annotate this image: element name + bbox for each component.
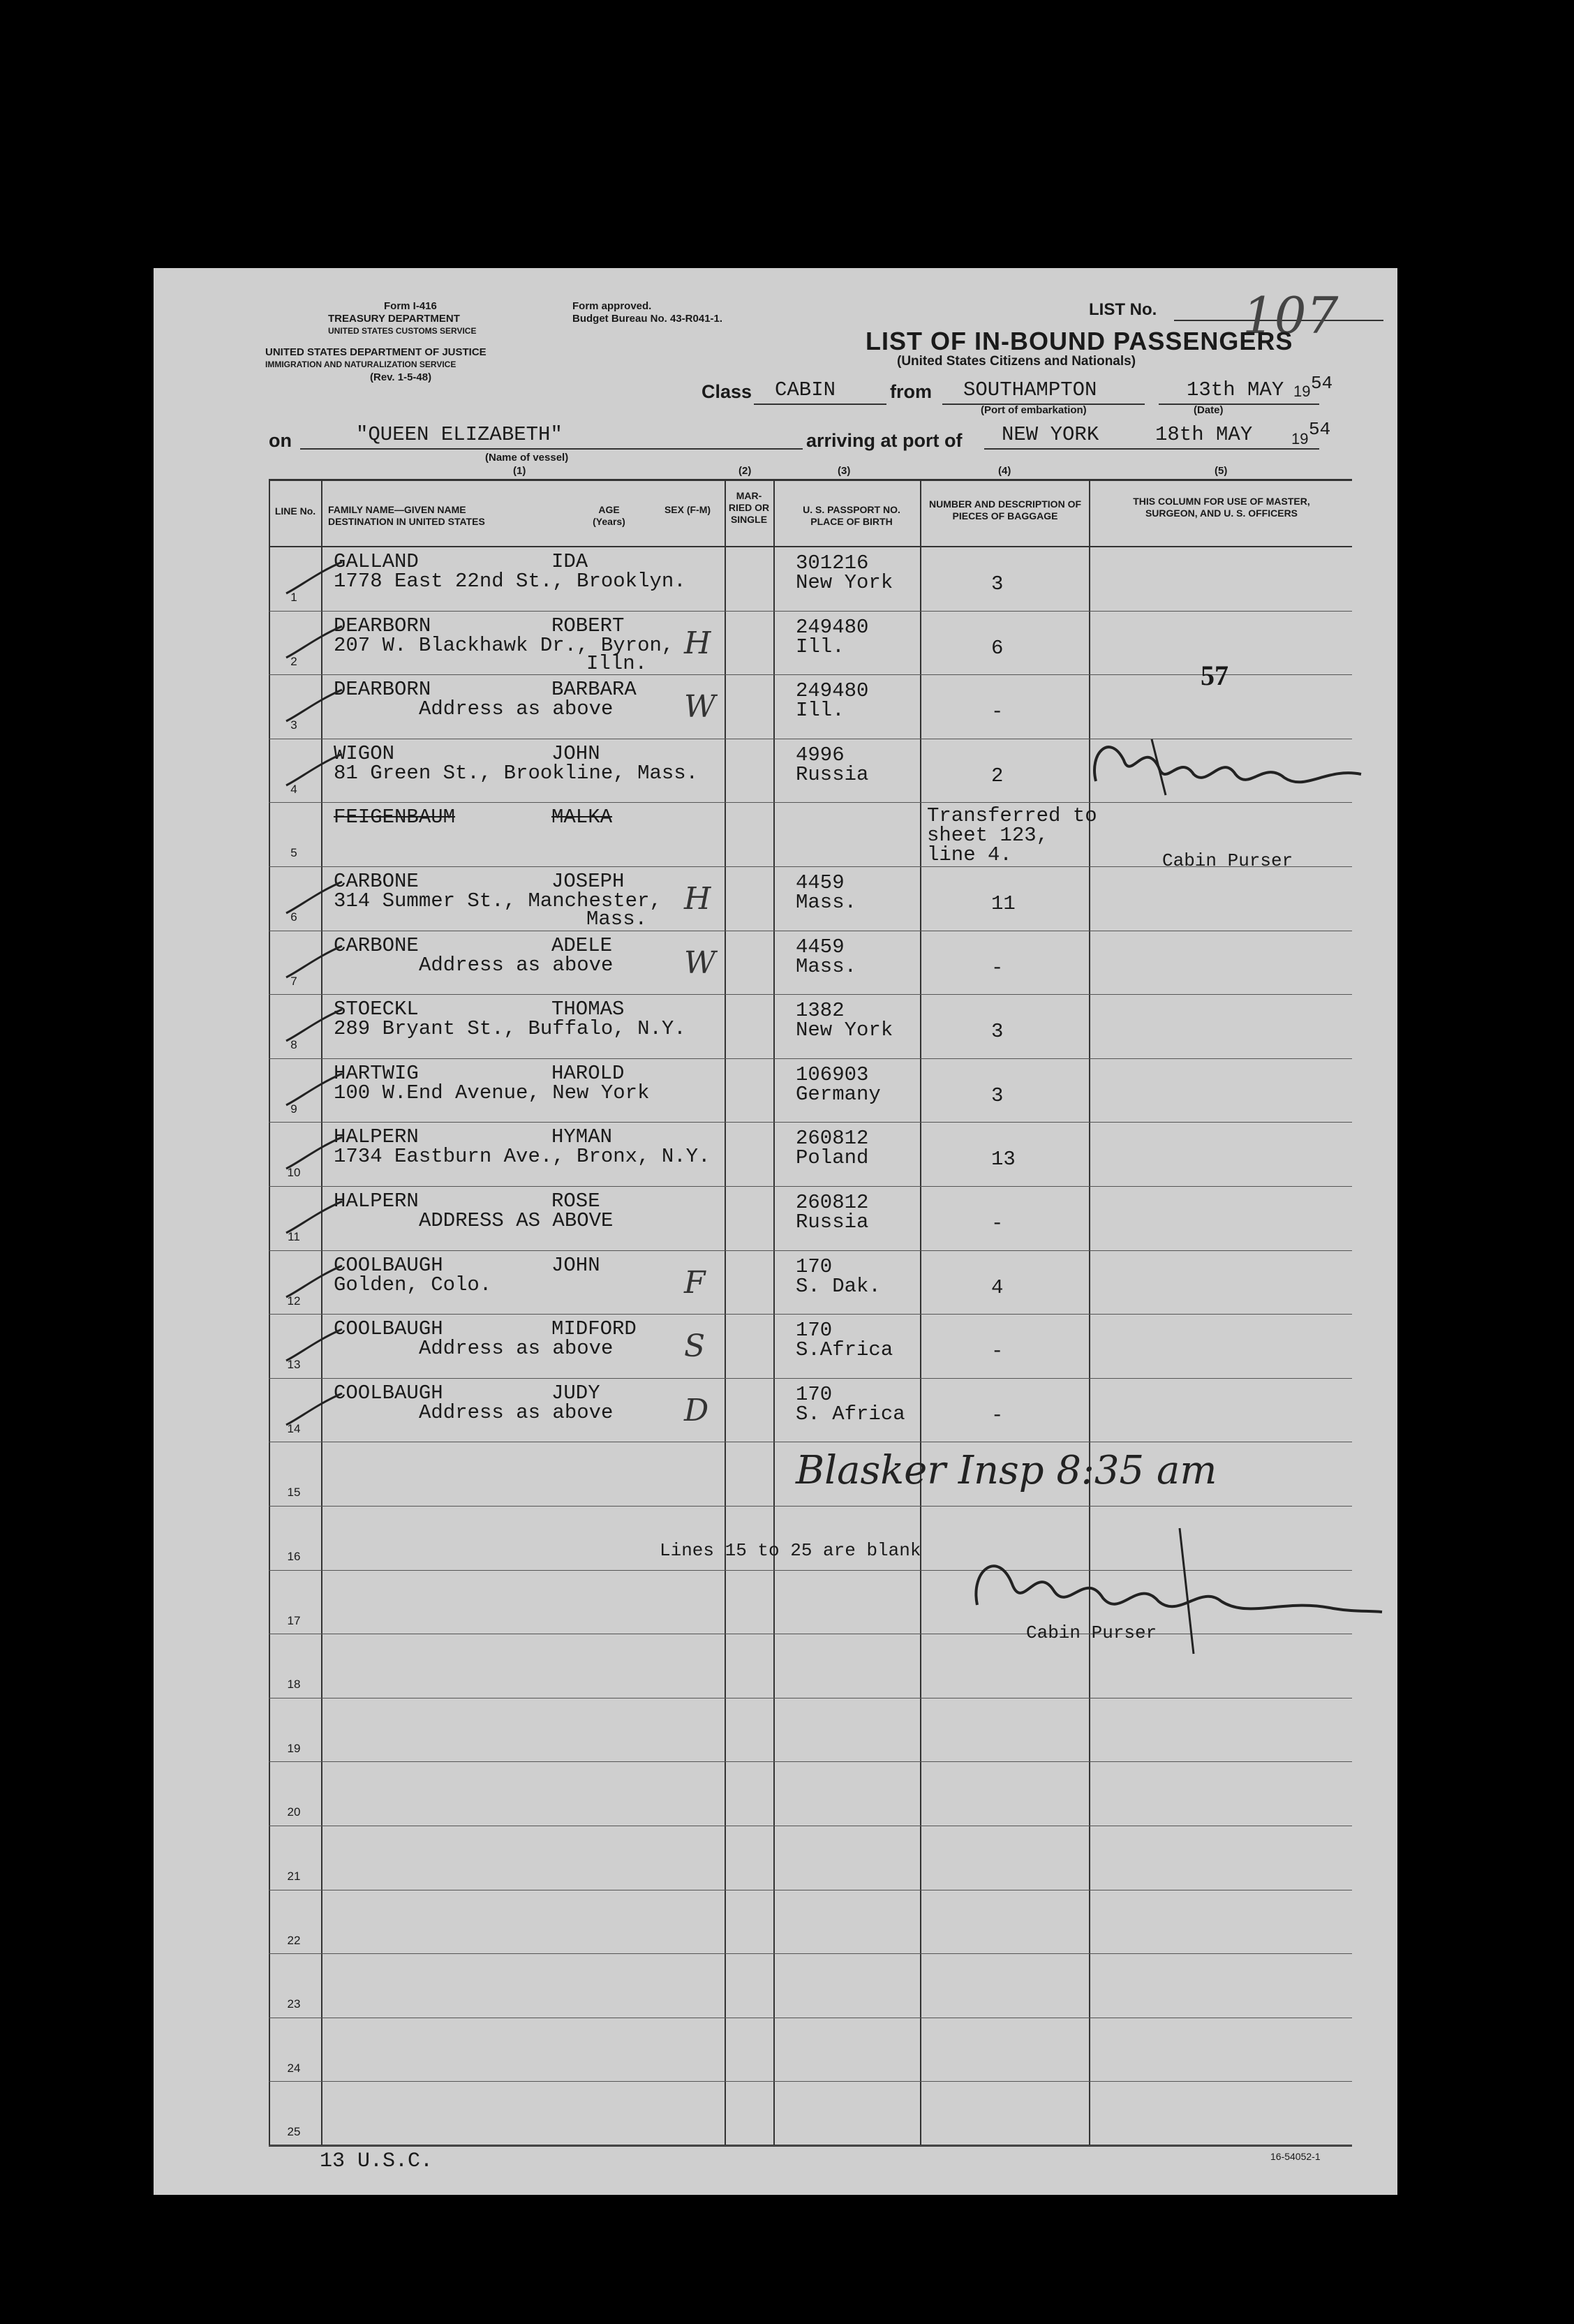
destination-address-line2: Mass. bbox=[586, 908, 648, 931]
destination-address: 314 Summer St., Manchester, bbox=[334, 889, 662, 912]
marital-mark: H bbox=[684, 625, 711, 661]
destination-address: Address as above bbox=[419, 953, 614, 977]
officer-count: 57 bbox=[1201, 660, 1228, 691]
given-name: IDA bbox=[551, 550, 588, 573]
from-value: SOUTHAMPTON bbox=[963, 378, 1097, 401]
line-number: 23 bbox=[287, 1997, 301, 2011]
purser-caption-2: Cabin Purser bbox=[1026, 1622, 1157, 1643]
purser-caption: Cabin Purser bbox=[1162, 850, 1293, 871]
given-name: ROBERT bbox=[551, 614, 625, 637]
row-separator bbox=[269, 611, 1352, 612]
line-number: 6 bbox=[290, 910, 297, 924]
family-name: COOLBAUGH bbox=[334, 1381, 443, 1405]
line-number: 24 bbox=[287, 2061, 301, 2075]
form-code: 16-54052-1 bbox=[1270, 2151, 1321, 2162]
row-separator bbox=[269, 1761, 1352, 1762]
baggage-count: 11 bbox=[991, 892, 1016, 915]
col-divider-married bbox=[773, 479, 775, 2146]
place-of-birth: S. Dak. bbox=[796, 1274, 881, 1298]
given-name: ADELE bbox=[551, 933, 613, 957]
destination-address: 207 W. Blackhawk Dr., Byron, bbox=[334, 633, 674, 657]
column-number-3: (3) bbox=[838, 465, 851, 477]
customs-service: UNITED STATES CUSTOMS SERVICE bbox=[328, 326, 477, 336]
line-number: 3 bbox=[290, 718, 297, 732]
date-underline bbox=[1159, 404, 1319, 405]
col-divider-passport bbox=[920, 479, 921, 2146]
arriving-label: arriving at port of bbox=[806, 430, 963, 451]
place-of-birth: Russia bbox=[796, 762, 869, 786]
passport-number: 249480 bbox=[796, 615, 869, 639]
blank-note: Lines 15 to 25 are blank bbox=[660, 1540, 921, 1561]
line-number: 7 bbox=[290, 974, 297, 988]
line-number: 8 bbox=[290, 1038, 297, 1052]
marital-mark: F bbox=[684, 1264, 706, 1301]
family-name: HARTWIG bbox=[334, 1061, 419, 1085]
column-number-5: (5) bbox=[1215, 465, 1228, 477]
baggage-count: - bbox=[991, 1340, 1004, 1363]
family-name: STOECKL bbox=[334, 998, 419, 1021]
vessel-caption: (Name of vessel) bbox=[485, 452, 569, 464]
row-separator bbox=[269, 1378, 1352, 1379]
family-name: DEARBORN bbox=[334, 614, 431, 637]
check-mark-icon bbox=[283, 686, 346, 728]
place-of-birth: Germany bbox=[796, 1082, 881, 1106]
row-separator bbox=[269, 1506, 1352, 1507]
passport-number: 249480 bbox=[796, 679, 869, 703]
col-divider-name bbox=[725, 479, 726, 2146]
place-of-birth: S.Africa bbox=[796, 1338, 893, 1362]
place-of-birth: New York bbox=[796, 1019, 893, 1042]
header-married: MAR-RIED OR SINGLE bbox=[728, 490, 770, 525]
passport-number: 170 bbox=[796, 1319, 833, 1342]
given-name: JOHN bbox=[551, 1253, 600, 1277]
line-number: 10 bbox=[287, 1166, 301, 1180]
line-number: 15 bbox=[287, 1486, 301, 1500]
passport-number: 170 bbox=[796, 1382, 833, 1406]
place-of-birth: Mass. bbox=[796, 891, 857, 914]
baggage-count: - bbox=[991, 700, 1004, 724]
date-year-suffix: 54 bbox=[1311, 373, 1333, 394]
baggage-count: 3 bbox=[991, 1083, 1004, 1107]
col-divider-line-no bbox=[321, 479, 322, 2146]
passport-number: 4996 bbox=[796, 743, 845, 767]
row-separator bbox=[269, 1186, 1352, 1187]
row-separator bbox=[269, 1122, 1352, 1123]
treasury-department: TREASURY DEPARTMENT bbox=[328, 313, 460, 325]
arrival-year-suffix: 54 bbox=[1309, 419, 1331, 440]
baggage-count: 3 bbox=[991, 1020, 1004, 1044]
given-name: THOMAS bbox=[551, 998, 625, 1021]
baggage-note-line3: line 4. bbox=[927, 843, 1012, 867]
destination-address: 1734 Eastburn Ave., Bronx, N.Y. bbox=[334, 1145, 711, 1169]
family-name: COOLBAUGH bbox=[334, 1253, 443, 1277]
baggage-count: - bbox=[991, 1212, 1004, 1235]
check-mark-icon bbox=[283, 878, 346, 920]
given-name: JUDY bbox=[551, 1381, 600, 1405]
arrival-port: NEW YORK bbox=[1002, 423, 1099, 446]
destination-address: Address as above bbox=[419, 697, 614, 721]
given-name: MALKA bbox=[551, 806, 613, 829]
baggage-count: 13 bbox=[991, 1148, 1016, 1171]
family-name: COOLBAUGH bbox=[334, 1317, 443, 1341]
given-name: ROSE bbox=[551, 1190, 600, 1213]
given-name: BARBARA bbox=[551, 678, 637, 702]
family-name: WIGON bbox=[334, 741, 395, 765]
passport-number: 4459 bbox=[796, 871, 845, 894]
row-separator bbox=[269, 994, 1352, 995]
check-mark-icon bbox=[283, 1326, 346, 1368]
marital-mark: H bbox=[684, 881, 711, 917]
family-name: HALPERN bbox=[334, 1125, 419, 1149]
page-subtitle: (United States Citizens and Nationals) bbox=[897, 354, 1136, 369]
passport-number: 260812 bbox=[796, 1191, 869, 1214]
passenger-list-sheet bbox=[154, 268, 1397, 2195]
passport-number: 301216 bbox=[796, 552, 869, 575]
check-mark-icon bbox=[283, 623, 346, 665]
check-mark-icon bbox=[283, 1006, 346, 1048]
line-number: 12 bbox=[287, 1294, 301, 1308]
family-name: DEARBORN bbox=[334, 678, 431, 702]
given-name: HYMAN bbox=[551, 1125, 613, 1149]
family-name: CARBONE bbox=[334, 870, 419, 893]
passport-number: 106903 bbox=[796, 1063, 869, 1086]
purser-signature bbox=[1082, 725, 1375, 813]
destination-address: Address as above bbox=[419, 1400, 614, 1424]
line-number: 4 bbox=[290, 782, 297, 796]
table-header-border bbox=[269, 546, 1352, 547]
given-name: JOHN bbox=[551, 741, 600, 765]
marital-mark: W bbox=[684, 945, 716, 981]
destination-address-line2: Illn. bbox=[586, 651, 648, 675]
arrival-date: 18th MAY bbox=[1155, 423, 1253, 446]
line-number: 9 bbox=[290, 1102, 297, 1116]
line-number: 21 bbox=[287, 1870, 301, 1883]
line-number: 19 bbox=[287, 1741, 301, 1755]
place-of-birth: New York bbox=[796, 571, 893, 594]
table-top-border bbox=[269, 479, 1352, 481]
destination-address: 100 W.End Avenue, New York bbox=[334, 1081, 650, 1104]
line-number: 5 bbox=[290, 846, 297, 860]
revision-date: (Rev. 1-5-48) bbox=[370, 371, 432, 383]
form-approved: Form approved. bbox=[572, 300, 652, 312]
row-separator bbox=[269, 1250, 1352, 1251]
class-underline bbox=[754, 404, 886, 405]
baggage-count: - bbox=[991, 956, 1004, 979]
place-of-birth: Mass. bbox=[796, 954, 857, 978]
check-mark-icon bbox=[283, 1070, 346, 1112]
header-passport: U. S. PASSPORT NO. PLACE OF BIRTH bbox=[803, 504, 900, 527]
check-mark-icon bbox=[283, 750, 346, 792]
passport-number: 1382 bbox=[796, 999, 845, 1023]
line-number: 11 bbox=[288, 1230, 300, 1243]
passport-number: 4459 bbox=[796, 935, 845, 959]
line-number: 16 bbox=[287, 1550, 301, 1563]
place-of-birth: S. Africa bbox=[796, 1402, 905, 1426]
row-separator bbox=[269, 1058, 1352, 1059]
destination-address: Address as above bbox=[419, 1337, 614, 1361]
destination-address: Golden, Colo. bbox=[334, 1273, 492, 1296]
list-number: 107 bbox=[1242, 286, 1339, 345]
date-year-prefix: 19 bbox=[1293, 383, 1311, 400]
place-of-birth: Poland bbox=[796, 1146, 869, 1170]
check-mark-icon bbox=[283, 942, 346, 984]
page-title: LIST OF IN-BOUND PASSENGERS bbox=[866, 327, 1293, 355]
vessel-value: "QUEEN ELIZABETH" bbox=[356, 423, 563, 446]
header-line-no: LINE No. bbox=[274, 505, 316, 517]
line-number: 13 bbox=[287, 1358, 301, 1372]
destination-address: 1778 East 22nd St., Brooklyn. bbox=[334, 570, 686, 593]
line-number: 20 bbox=[287, 1805, 301, 1819]
passport-number: 260812 bbox=[796, 1127, 869, 1150]
place-of-birth: Ill. bbox=[796, 699, 845, 723]
baggage-count: 2 bbox=[991, 764, 1004, 787]
header-officers: THIS COLUMN FOR USE OF MASTER, SURGEON, AND U. S. OFFICERS bbox=[1133, 496, 1310, 519]
marital-mark: S bbox=[684, 1328, 706, 1365]
bottom-note: 13 U.S.C. bbox=[320, 2149, 433, 2173]
place-of-birth: Ill. bbox=[796, 635, 845, 658]
line-number: 18 bbox=[287, 1678, 301, 1692]
row-separator bbox=[269, 2145, 1352, 2146]
row-separator bbox=[269, 674, 1352, 675]
marital-mark: W bbox=[684, 689, 716, 725]
passport-number: 170 bbox=[796, 1254, 833, 1278]
check-mark-icon bbox=[283, 1262, 346, 1304]
inspection-note: Blasker Insp 8:35 am bbox=[796, 1448, 1217, 1493]
check-mark-icon bbox=[283, 1134, 346, 1176]
baggage-count: - bbox=[991, 1403, 1004, 1427]
class-value: CABIN bbox=[775, 378, 836, 401]
marital-mark: D bbox=[684, 1392, 709, 1428]
column-number-4: (4) bbox=[998, 465, 1011, 477]
header-name: FAMILY NAME—GIVEN NAME DESTINATION IN UNITED STATES bbox=[328, 504, 485, 527]
immigration-service: IMMIGRATION AND NATURALIZATION SERVICE bbox=[265, 360, 456, 369]
line-number: 17 bbox=[287, 1613, 301, 1627]
given-name: HAROLD bbox=[551, 1061, 625, 1085]
check-mark-icon bbox=[283, 558, 346, 600]
from-label: from bbox=[890, 381, 932, 402]
given-name: JOSEPH bbox=[551, 870, 625, 893]
budget-bureau: Budget Bureau No. 43-R041-1. bbox=[572, 313, 723, 325]
destination-address: ADDRESS AS ABOVE bbox=[419, 1209, 614, 1232]
baggage-count: Transferred to bbox=[927, 804, 1097, 828]
baggage-note-line2: sheet 123, bbox=[927, 824, 1049, 848]
check-mark-icon bbox=[283, 1198, 346, 1240]
date-value: 13th MAY bbox=[1187, 378, 1284, 401]
vessel-underline bbox=[300, 448, 803, 450]
family-name: FEIGENBAUM bbox=[334, 806, 456, 829]
row-separator bbox=[269, 2081, 1352, 2082]
justice-department: UNITED STATES DEPARTMENT OF JUSTICE bbox=[265, 346, 487, 358]
destination-address: 81 Green St., Brookline, Mass. bbox=[334, 761, 699, 785]
column-number-1: (1) bbox=[513, 465, 526, 477]
purser-signature-drawing bbox=[1082, 725, 1375, 802]
table-left-border bbox=[269, 479, 270, 2146]
on-label: on bbox=[269, 430, 292, 451]
row-separator bbox=[269, 1953, 1352, 1954]
baggage-count: 6 bbox=[991, 636, 1004, 660]
header-baggage: NUMBER AND DESCRIPTION OF PIECES OF BAGGAGE bbox=[928, 498, 1082, 521]
line-number: 1 bbox=[290, 591, 297, 604]
list-no-label: LIST No. bbox=[1089, 300, 1157, 319]
arrival-underline bbox=[984, 448, 1319, 450]
date-caption: (Date) bbox=[1194, 404, 1224, 416]
header-sex: SEX (F-M) bbox=[664, 504, 711, 515]
baggage-count: 4 bbox=[991, 1275, 1004, 1299]
class-label: Class bbox=[701, 381, 752, 402]
form-number: Form I-416 bbox=[384, 300, 437, 312]
line-number: 25 bbox=[287, 2125, 301, 2139]
baggage-count: 3 bbox=[991, 572, 1004, 595]
family-name: HALPERN bbox=[334, 1190, 419, 1213]
line-number: 2 bbox=[290, 654, 297, 668]
column-number-2: (2) bbox=[738, 465, 752, 477]
family-name: GALLAND bbox=[334, 550, 419, 573]
given-name: MIDFORD bbox=[551, 1317, 637, 1341]
place-of-birth: Russia bbox=[796, 1211, 869, 1234]
row-separator bbox=[269, 1314, 1352, 1315]
line-number: 14 bbox=[287, 1421, 301, 1435]
check-mark-icon bbox=[283, 1390, 346, 1432]
arrival-year-prefix: 19 bbox=[1291, 430, 1309, 447]
family-name: CARBONE bbox=[334, 933, 419, 957]
header-age: AGE (Years) bbox=[593, 504, 625, 527]
line-number: 22 bbox=[287, 1933, 301, 1947]
port-caption: (Port of embarkation) bbox=[981, 404, 1087, 416]
destination-address: 289 Bryant St., Buffalo, N.Y. bbox=[334, 1017, 686, 1041]
